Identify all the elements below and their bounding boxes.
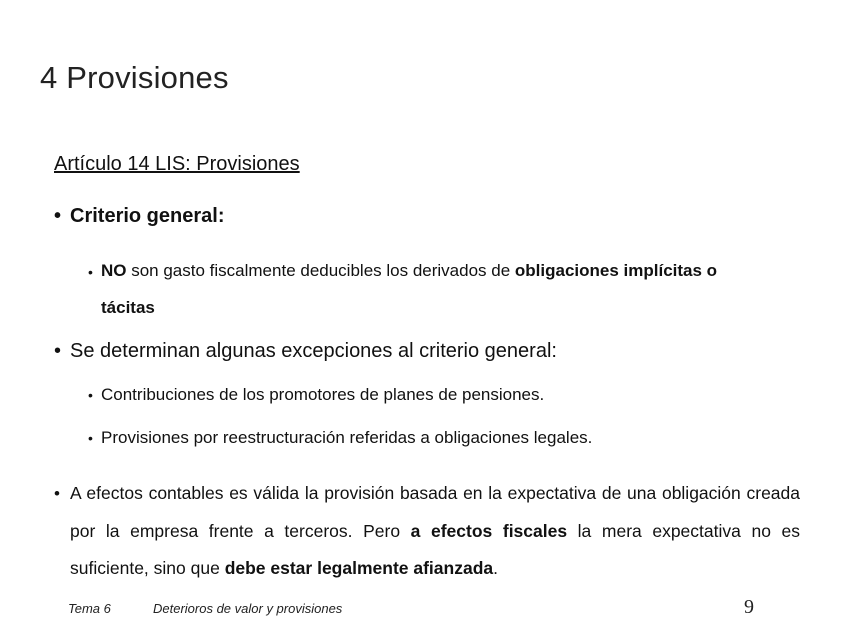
bullet-text (70, 475, 800, 588)
emphasis-legalmente-afianzada: debe estar legalmente afianzada (224, 558, 494, 578)
text-segment: son gasto fiscalmente deducibles los derivados de (126, 261, 515, 280)
bullet-marker: • (54, 484, 60, 503)
bullet-text (101, 252, 728, 326)
bullet-text: Se determinan algunas excepciones al criterio general: (70, 340, 557, 362)
bullet-criterio-general (54, 205, 224, 228)
sub-bullet-contribuciones (88, 385, 544, 405)
bullet-text: Contribuciones de los promotores de planes de pensiones. (101, 385, 545, 404)
sub-bullet-no-deducibles (88, 252, 728, 326)
text-segment: A efectos contables es válida la provisión basada en la expectativa de una obligación creada por la empresa frente a terceros. Pero (70, 483, 800, 541)
bullet-text: Criterio general: (70, 205, 225, 227)
slide-subtitle: Artículo 14 LIS: Provisiones (54, 153, 300, 175)
footer-tema: Tema 6 (68, 601, 111, 616)
sub-bullet-reestructuracion (88, 428, 592, 448)
bullet-text: Provisiones por reestructuración referidas a obligaciones legales. (101, 428, 593, 447)
slide-title: 4 Provisiones (40, 60, 229, 95)
bullet-excepciones (54, 340, 557, 363)
emphasis-efectos-fiscales: a efectos fiscales (410, 520, 568, 541)
bullet-marker: • (54, 340, 62, 362)
text-segment: la mera expectativa no es suficiente, sino que (70, 520, 800, 578)
bullet-marker: • (88, 430, 93, 446)
text-segment: . (493, 558, 499, 578)
bullet-marker: • (54, 205, 62, 227)
emphasis-no: NO (101, 261, 127, 280)
emphasis-obligaciones: obligaciones implícitas o tácitas (101, 261, 718, 317)
page-number: 9 (744, 596, 754, 618)
footer-topic: Deterioros de valor y provisiones (153, 601, 343, 616)
bullet-marker: • (88, 264, 93, 280)
bullet-marker: • (88, 387, 93, 403)
bullet-efectos-contables (54, 475, 802, 588)
